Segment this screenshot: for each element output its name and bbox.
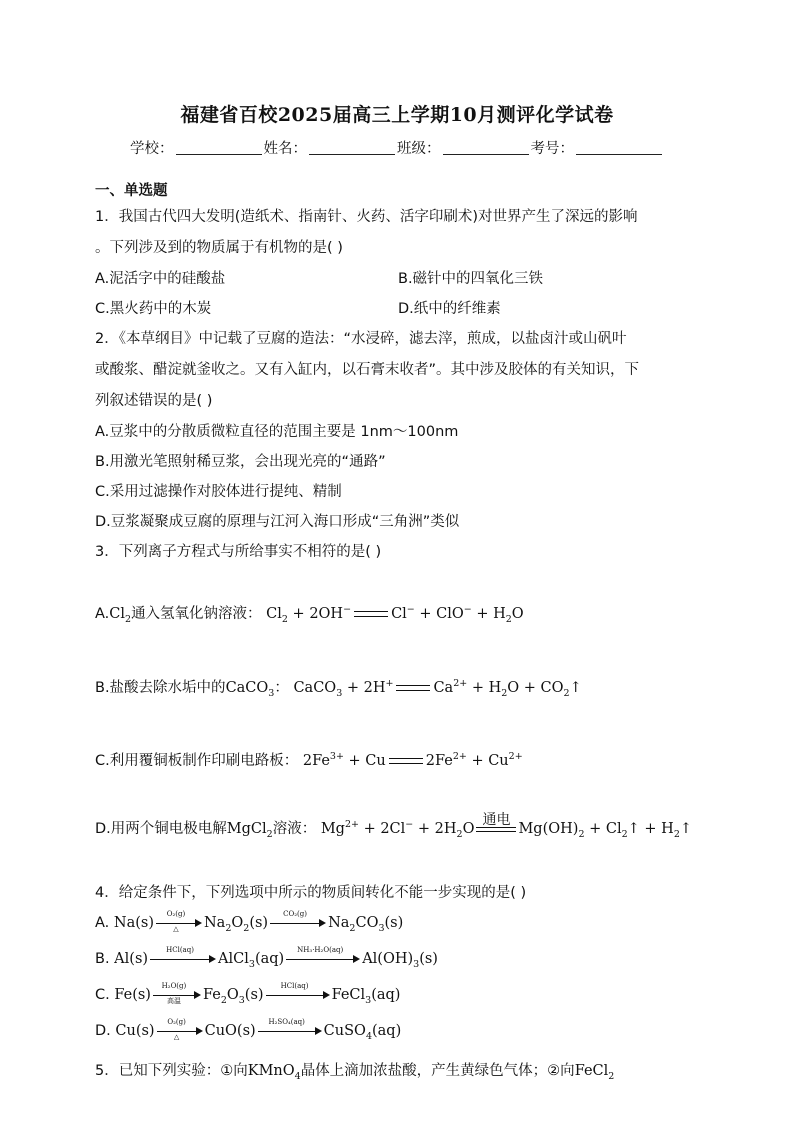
q2-option-d[interactable]: D.豆浆凝聚成豆腐的原理与江河入海口形成“三角洲”类似 — [95, 514, 460, 530]
section-heading: 一、单选题 — [95, 183, 168, 199]
q1-option-b[interactable]: B.磁针中的四氧化三铁 — [398, 271, 544, 287]
q2-option-c[interactable]: C.采用过滤操作对胶体进行提纯、精制 — [95, 484, 342, 500]
name-blank[interactable] — [309, 140, 395, 155]
name-label: 姓名： — [263, 141, 307, 157]
q1-option-d[interactable]: D.纸中的纤维素 — [398, 301, 501, 317]
exam-content — [95, 180, 701, 1091]
q3-option-c[interactable]: C.利用覆铜板制作印刷电路板： $2Fe^{3+} + Cu$ $2Fe^{2+} + Cu^{2+}$ — [95, 751, 523, 770]
q3-option-a[interactable]: $A.Cl_2$通入氢氧化钠溶液： $Cl_2 + 2OH^-$ $Cl^- + ClO^- + H_2O$ — [95, 604, 524, 625]
q3-d-equation: $Mg^{2+} + 2Cl^- + 2H_2O$ 通电 $Mg(OH)_2$ + $Cl_2↑$ + $H_2↑$ — [320, 812, 693, 840]
exam-no-blank[interactable] — [576, 140, 662, 155]
q2-stem-line1: 2．《本草纲目》中记载了豆腐的造法：“水浸碎，滤去滓，煎成，以盐卤汁或山矾叶 — [95, 331, 627, 347]
student-info-line — [0, 137, 794, 158]
q3-a-equation: $Cl_2 + 2OH^-$ $Cl^- + ClO^- + H_2O$ — [266, 604, 524, 625]
school-blank[interactable] — [176, 140, 262, 155]
q4-option-b[interactable]: B. Al(s) HCl(aq) AlCl$_3$(aq) NH₃·H₂O(aq) $Al(OH)_3(s)$ — [95, 945, 438, 970]
q2-option-b[interactable]: B.用激光笔照射稀豆浆，会出现光亮的“通路” — [95, 454, 386, 470]
q4-option-c[interactable]: C. Fe(s) H₂O(g) 高温 $Fe_2O_3(s)$ HCl(aq) FeCl$_3$(aq) — [95, 981, 401, 1006]
q3-c-equation: $2Fe^{3+} + Cu$ $2Fe^{2+} + Cu^{2+}$ — [302, 751, 523, 770]
q1-option-c[interactable]: C.黑火药中的木炭 — [95, 301, 212, 317]
q2-option-a[interactable]: A.豆浆中的分散质微粒直径的范围主要是 1nm～100nm — [95, 424, 459, 440]
exam-no-label: 考号： — [530, 141, 574, 157]
q4-stem: 4．给定条件下，下列选项中所示的物质间转化不能一步实现的是( ) — [95, 884, 527, 901]
q3-option-b[interactable]: B.盐酸去除水垢中的CaCO$_3$： CaCO$_3$ + 2H+ $Ca^{2+} + H_2O$ + $CO_2↑$ — [95, 677, 582, 699]
q2-stem-line2: 或酸浆、醋淀就釜收之。又有入缸内，以石膏末收者”。其中涉及胶体的有关知识，下 — [95, 362, 640, 378]
question-3 — [95, 537, 701, 850]
exam-title: 福建省百校2025届高三上学期10月测评化学试卷 — [180, 104, 614, 126]
question-2 — [95, 324, 701, 537]
school-label: 学校： — [130, 141, 174, 157]
q2-stem-line3: 列叙述错误的是( ) — [95, 393, 213, 409]
q3-stem: 3．下列离子方程式与所给事实不相符的是( ) — [95, 544, 382, 560]
q4-option-d[interactable]: D. Cu(s) O₂(g) △ CuO(s) H₂SO₄(aq) CuSO$_4$(aq) — [95, 1017, 402, 1042]
class-label: 班级： — [397, 141, 441, 157]
q1-stem-line1: 1．我国古代四大发明(造纸术、指南针、火药、活字印刷术)对世界产生了深远的影响 — [95, 209, 638, 225]
q3-b-equation: CaCO$_3$ + 2H+ $Ca^{2+} + H_2O$ + $CO_2↑$ — [293, 677, 582, 699]
q1-stem-line2: 。下列涉及到的物质属于有机物的是( ) — [95, 240, 343, 256]
q3-option-d[interactable]: D.用两个铜电极电解MgCl$_2$溶液： $Mg^{2+} + 2Cl^- + 2H_2O$ 通电 $Mg(OH)_2$ + $Cl_2↑$ + $H_2↑$ — [95, 812, 693, 840]
question-1 — [95, 202, 701, 324]
q1-option-a[interactable]: A.泥活字中的硅酸盐 — [95, 271, 226, 287]
question-5-stem: 5．已知下列实验：①向KMnO$_4$晶体上滴加浓盐酸，产生黄绿色气体；②向FeCl$_2$ — [95, 1062, 615, 1082]
q4-option-a[interactable]: A. Na(s) O₂(g) △ $Na_2O_2(s)$ CO₂(g) $Na_2CO_3(s)$ — [95, 909, 404, 934]
question-4 — [95, 878, 701, 1052]
class-blank[interactable] — [443, 140, 529, 155]
